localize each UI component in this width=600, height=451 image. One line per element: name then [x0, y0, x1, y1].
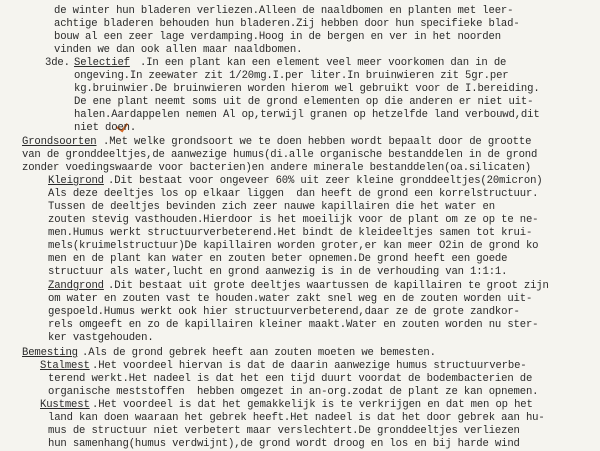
section-heading: Bemesting — [22, 347, 78, 359]
section-heading: Grondsoorten — [22, 136, 97, 148]
text-line: kg.bruinwier.De bruinwieren worden hierom wel gebruikt voor de I.bereiding. — [74, 83, 540, 95]
text-line: halen.Aardappelen nemen Al op,terwijl granen op hetzelfde land verbouwd,dit — [74, 109, 540, 121]
text-line: bouw al een zeer lage verdamping.Hoog in de bergen en ver in het noorden — [54, 31, 501, 43]
text-line: zouten stevig vasthouden.Hierdoor is het moeilijk voor de plant om ze op te ne- — [48, 214, 539, 226]
text-line: .Dit bestaat uit grote deeltjes waartussen de kapillairen te groot zijn — [108, 280, 549, 292]
text-line: ker vastgehouden. — [48, 332, 154, 344]
text-line: organische meststoffen hebben omgezet in an-org.zodat de plant ze kan opnemen. — [48, 386, 539, 398]
text-line: ongeving.In zeewater zit 1/20mg.I.per liter.In bruinwieren zit 5gr.per — [74, 70, 509, 82]
text-line: men en de plant kan water en zouten beter opnemen.De grond heeft een goede — [48, 253, 508, 265]
text-line: terend werkt.Het nadeel is dat het een tijd duurt voordat de bodembacterien de — [48, 373, 533, 385]
text-line: van de gronddeeltjes,de aanwezige humus(di.alle organische bestanddelen in de grond — [22, 149, 538, 161]
section-heading: Zandgrond — [48, 280, 104, 292]
text-line: Tussen de deeltjes bevinden zich zeer nauwe kapillairen die het water en — [48, 201, 495, 213]
text-line: land kan doen waaraan het gebrek heeft.Het nadeel is dat het door gebrek aan hu- — [48, 412, 545, 424]
section-heading: Stalmest — [40, 360, 90, 372]
text-line: .Met welke grondsoort we te doen hebben wordt bepaalt door de grootte — [103, 136, 532, 148]
text-line: men.Humus werkt structuurverbeterend.Het bindt de kleideeltjes samen tot krui- — [48, 227, 533, 239]
section-heading: Kustmest — [40, 399, 90, 411]
text-line: .Het voordeel hiervan is dat de daarin aanwezige humus structuurverbe- — [92, 360, 527, 372]
text-line: .In een plant kan een element veel meer voorkomen dan in de — [140, 57, 507, 69]
text-line: rels omgeeft en zo de kapillairen kleiner maakt.Water en zouten worden nu ster- — [48, 319, 539, 331]
text-line: .Dit bestaat voor ongeveer 60% uit zeer kleine gronddeeltjes(20micron) — [108, 175, 543, 187]
text-line: structuur als water,lucht en grond aanwezig is in de verhouding van 1:1:1. — [48, 266, 508, 278]
text-line: de winter hun bladeren verliezen.Alleen de naaldbomen en planten met leer- — [54, 5, 514, 17]
text-line: .Als de grond gebrek heeft aan zouten moeten we bemesten. — [82, 347, 436, 359]
text-line: .Het voordeel is dat het gemakkelijk is te verkrijgen en dat men op het — [92, 399, 533, 411]
text-line: achtige bladeren behouden hun bladeren.Zij hebben door hun specifieke blad- — [54, 18, 520, 30]
text-line: mels(kruimelstructuur)De kapillairen worden groter,er kan meer O2in de grond ko — [48, 240, 539, 252]
text-line: De ene plant neemt soms uit de grond elementen op die anderen er niet uit- — [74, 96, 534, 108]
text-line: 3de. — [45, 57, 70, 69]
text-line: hun samenhang(humus verdwijnt),de grond wordt droog en los en bij harde wind — [48, 438, 520, 450]
text-line: niet doen. — [74, 122, 137, 134]
section-heading: Kleigrond — [48, 175, 104, 187]
section-heading: Selectief — [74, 57, 130, 69]
text-line: Als deze deeltjes los op elkaar liggen dan heeft de grond een korrelstructuur. — [48, 188, 539, 200]
text-line: om water en zouten vast te houden.water zakt snel weg en de zouten worden uit- — [48, 293, 533, 305]
text-line: gespoeld.Humus werkt ook hier structuurverbeterend,daar ze de grote zandkor- — [48, 306, 520, 318]
text-line: mus de structuur niet verbetert maar verslechtert.De gronddeeltjes verliezen — [48, 425, 520, 437]
text-line: zonder voedingswaarde voor bacterien)en andere minerale bestanddelen(oa.silicaten) — [22, 162, 531, 174]
text-line: vinden we dan ook allen maar naaldbomen. — [54, 44, 303, 56]
